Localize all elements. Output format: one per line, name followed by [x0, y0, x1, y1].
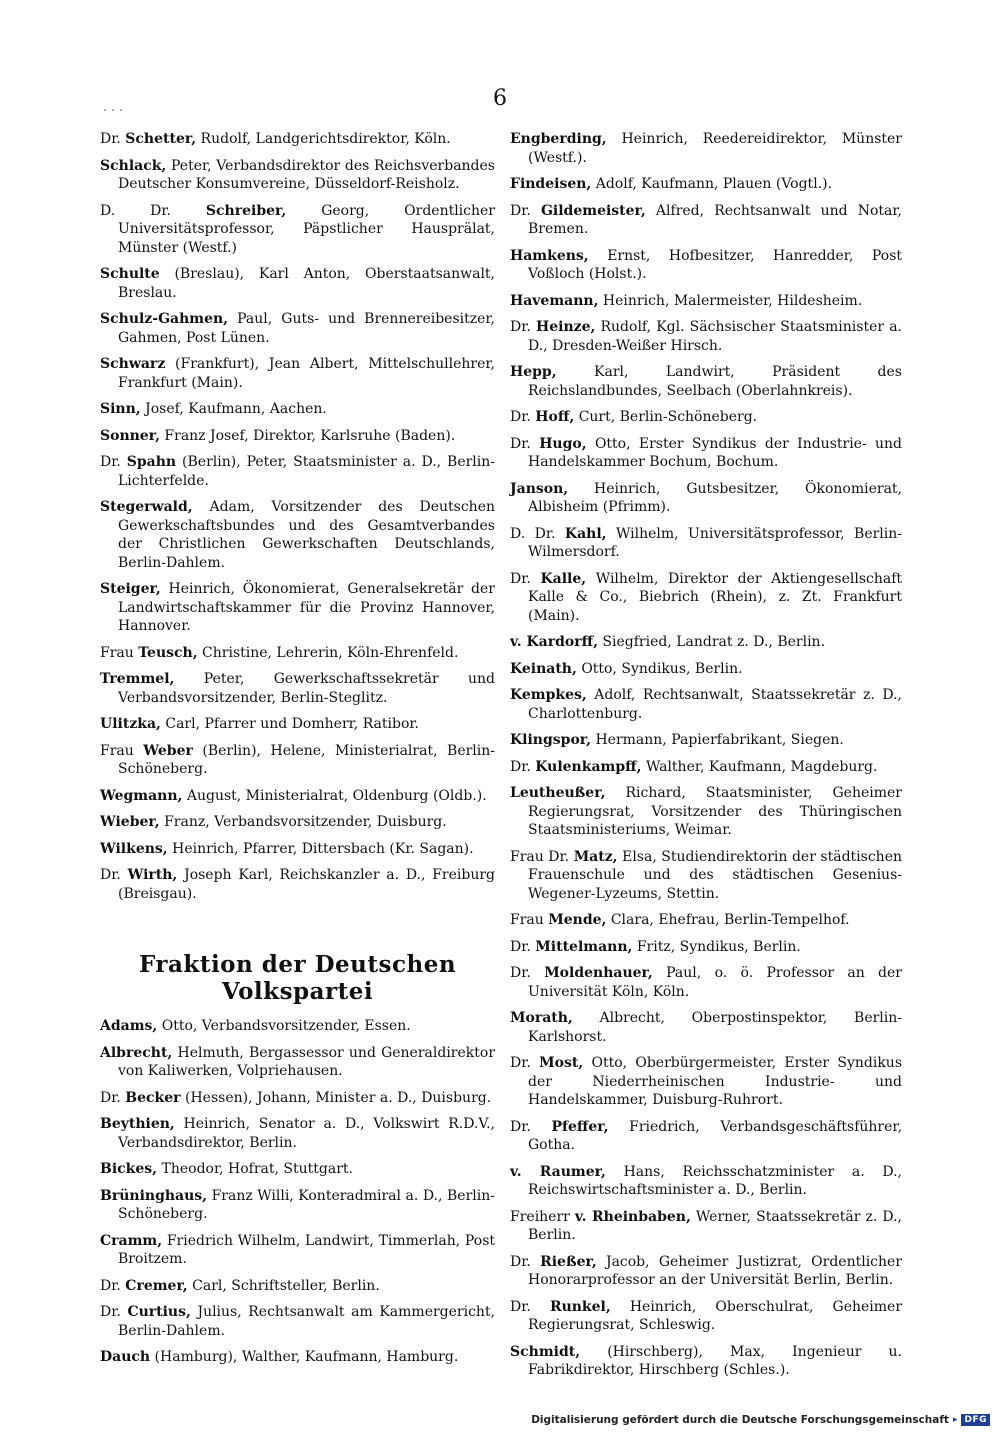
entry-details: Otto, Verbandsvorsitzender, Essen.	[161, 1018, 411, 1034]
entry-name: Kahl,	[564, 525, 607, 542]
entry-details: Georg, Ordentlicher Universitätsprofessor, Päpstlicher Hausprälat, Münster (Westf.)	[118, 202, 495, 256]
list-item	[510, 292, 902, 311]
entry-details: Peter, Gewerkschaftssekretär und Verbandsvorsitzender, Berlin-Steglitz.	[118, 671, 495, 706]
entry-details: August, Ministerialrat, Oldenburg (Oldb.).	[186, 787, 487, 804]
list-item	[100, 355, 495, 392]
entry-details: (Breslau), Karl Anton, Oberstaatsanwalt, Breslau.	[118, 266, 495, 301]
entry-name: Schulz-Gahmen,	[100, 311, 229, 327]
entry-details: Otto, Oberbürgermeister, Erster Syndikus der Niederrheinischen Industrie- und Handelskammer, Duisburg-Ruhrort.	[528, 1055, 902, 1108]
entry-name: Janson,	[510, 480, 569, 497]
entry-name: Mittelmann,	[535, 938, 633, 955]
entry-details: Paul, o. ö. Professor an der Universität Köln, Köln.	[528, 965, 902, 1000]
entry-name: Cremer,	[125, 1277, 188, 1294]
entry-prefix: Dr.	[510, 965, 531, 981]
entry-details: (Frankfurt), Jean Albert, Mittelschullehrer, Frankfurt (Main).	[118, 356, 495, 391]
list-item	[100, 498, 495, 572]
entry-name: Ulitzka,	[100, 716, 161, 732]
entry-details: Rudolf, Landgerichtsdirektor, Köln.	[200, 131, 451, 147]
list-item	[510, 318, 902, 355]
list-item	[100, 453, 495, 490]
list-item	[510, 938, 902, 957]
entry-details: Ernst, Hofbesitzer, Hanredder, Post Voßloch (Holst.).	[528, 247, 903, 282]
entry-prefix: Dr.	[510, 1055, 531, 1071]
list-item	[510, 570, 902, 626]
entry-prefix: Dr.	[510, 202, 531, 219]
entry-name: Wegmann,	[100, 787, 183, 804]
list-item	[100, 670, 495, 707]
list-item	[510, 363, 902, 400]
entry-name: Findeisen,	[510, 176, 592, 192]
entry-name: Bickes,	[100, 1161, 158, 1177]
entry-name: Spahn	[126, 454, 177, 470]
arrow-icon: ▸	[952, 1415, 958, 1425]
list-item	[510, 1343, 902, 1380]
list-item	[510, 408, 902, 427]
entry-details: Heinrich, Pfarrer, Dittersbach (Kr. Sagan).	[172, 840, 474, 857]
entry-details: (Hamburg), Walther, Kaufmann, Hamburg.	[154, 1349, 459, 1365]
entry-details: Theodor, Hofrat, Stuttgart.	[161, 1161, 353, 1177]
entry-details: Rudolf, Kgl. Sächsischer Staatsminister a. D., Dresden-Weißer Hirsch.	[528, 319, 902, 354]
entry-details: Hermann, Papierfabrikant, Siegen.	[595, 732, 844, 748]
entry-name: Wirth,	[127, 867, 178, 883]
entry-details: Otto, Erster Syndikus der Industrie- und Handelskammer Bochum, Bochum.	[528, 435, 903, 470]
entry-details: Werner, Staatssekretär z. D., Berlin.	[528, 1208, 902, 1243]
entry-details: Walther, Kaufmann, Magdeburg.	[645, 758, 878, 775]
entry-prefix: Dr.	[100, 454, 121, 470]
list-item	[100, 1277, 495, 1296]
list-item	[100, 265, 495, 302]
entry-prefix: Dr.	[510, 319, 531, 335]
entry-name: Wieber,	[100, 814, 160, 830]
entry-details: Fritz, Syndikus, Berlin.	[636, 938, 801, 955]
entry-prefix: Dr.	[100, 1089, 121, 1106]
list-item	[510, 247, 902, 284]
entry-name: Adams,	[100, 1018, 158, 1034]
entry-name: Klingspor,	[510, 732, 592, 748]
entry-prefix: Dr.	[100, 131, 121, 147]
entry-name: Sonner,	[100, 427, 160, 444]
entry-prefix: Frau	[100, 742, 134, 759]
entry-name: Schwarz	[100, 356, 166, 372]
entry-details: Julius, Rechtsanwalt am Kammergericht, Berlin-Dahlem.	[118, 1304, 496, 1339]
entry-details: Wilhelm, Direktor der Aktiengesellschaft Kalle & Co., Biebrich (Rhein), z. Zt. Frankfurt (Main).	[528, 570, 903, 624]
entry-details: Peter, Verbandsdirektor des Reichsverbandes Deutscher Konsumvereine, Düsseldorf-Reisholz.	[118, 157, 495, 192]
entry-name: Havemann,	[510, 292, 599, 309]
entry-prefix: Frau Dr.	[510, 848, 570, 865]
entry-name: Schulte	[100, 266, 160, 282]
entry-name: Tremmel,	[100, 671, 175, 687]
entry-details: Otto, Syndikus, Berlin.	[581, 660, 743, 677]
entry-name: Becker	[125, 1089, 181, 1106]
entry-name: Rießer,	[540, 1253, 597, 1270]
entry-details: Heinrich, Senator a. D., Volkswirt R.D.V., Verbandsdirektor, Berlin.	[118, 1116, 495, 1151]
list-item	[510, 911, 902, 930]
left-column	[100, 130, 495, 1375]
entry-prefix: Dr.	[510, 1253, 531, 1270]
entry-name: Pfeffer,	[551, 1118, 609, 1135]
list-item	[510, 686, 902, 723]
entry-details: Franz, Verbandsvorsitzender, Duisburg.	[164, 814, 447, 830]
entry-name: Moldenhauer,	[544, 965, 653, 981]
list-item	[100, 157, 495, 194]
list-item	[510, 731, 902, 750]
entry-details: Heinrich, Reedereidirektor, Münster (Westf.).	[528, 131, 902, 166]
entry-name: v. Raumer,	[510, 1163, 606, 1180]
entry-details: Paul, Guts- und Brennereibesitzer, Gahmen, Post Lünen.	[118, 311, 496, 346]
entry-details: Albrecht, Oberpostinspektor, Berlin-Karlshorst.	[528, 1010, 903, 1045]
section-heading: Fraktion der Deutschen Volkspartei	[138, 951, 457, 1005]
entry-prefix: Dr.	[100, 867, 121, 883]
entry-name: Schmidt,	[510, 1343, 581, 1360]
entry-details: Josef, Kaufmann, Aachen.	[145, 401, 327, 417]
right-entry-list	[510, 130, 902, 1380]
entry-name: Hugo,	[539, 435, 587, 452]
entry-details: Franz Josef, Direktor, Karlsruhe (Baden).	[164, 427, 456, 444]
entry-name: Hepp,	[510, 364, 557, 380]
list-item	[510, 480, 902, 517]
list-item	[100, 202, 495, 258]
list-item	[100, 427, 495, 446]
entry-name: Heinze,	[535, 319, 596, 335]
entry-details: Wilhelm, Universitätsprofessor, Berlin-Wilmersdorf.	[528, 525, 903, 560]
list-item	[510, 435, 902, 472]
list-item	[100, 715, 495, 734]
entry-details: Friedrich, Verbandsgeschäftsführer, Gotha.	[528, 1118, 903, 1153]
entry-name: Kalle,	[540, 570, 587, 587]
list-item	[100, 130, 495, 149]
entry-details: Joseph Karl, Reichskanzler a. D., Freiburg (Breisgau).	[118, 867, 496, 902]
entry-name: Gildemeister,	[540, 202, 646, 219]
entry-details: Richard, Staatsminister, Geheimer Regierungsrat, Vorsitzender des Thüringischen Staatsministeriums, Weimar.	[528, 785, 903, 838]
entry-prefix: D. Dr.	[510, 525, 556, 542]
list-item	[100, 644, 495, 663]
entry-details: Carl, Schriftsteller, Berlin.	[192, 1277, 380, 1294]
entry-name: Stegerwald,	[100, 499, 193, 515]
entry-name: Teusch,	[138, 644, 198, 661]
list-item	[510, 660, 902, 679]
list-item	[100, 1303, 495, 1340]
entry-details: Friedrich Wilhelm, Landwirt, Timmerlah, Post Broitzem.	[118, 1232, 496, 1267]
entry-details: Curt, Berlin-Schöneberg.	[578, 409, 758, 425]
list-item	[100, 580, 495, 636]
entry-details: Heinrich, Ökonomierat, Generalsekretär der Landwirtschaftskammer für die Provinz Hannover, Hannover.	[118, 581, 495, 634]
entry-name: Most,	[539, 1055, 584, 1071]
entry-name: Kulenkampff,	[535, 758, 642, 775]
list-item	[510, 633, 902, 652]
entry-details: Clara, Ehefrau, Berlin-Tempelhof.	[610, 912, 850, 928]
list-item	[100, 1232, 495, 1269]
entry-details: Heinrich, Malermeister, Hildesheim.	[602, 292, 863, 309]
list-item	[510, 1009, 902, 1046]
list-item	[100, 840, 495, 859]
entry-name: Brüninghaus,	[100, 1187, 208, 1204]
list-item	[510, 175, 902, 194]
list-item	[100, 1017, 495, 1036]
list-item	[510, 525, 902, 562]
dfg-logo: DFG	[961, 1414, 990, 1426]
entry-details: (Hirschberg), Max, Ingenieur u. Fabrikdirektor, Hirschberg (Schles.).	[528, 1343, 903, 1378]
list-item	[510, 1208, 902, 1245]
entry-details: Adolf, Kaufmann, Plauen (Vogtl.).	[595, 176, 833, 192]
entry-name: Runkel,	[549, 1298, 611, 1315]
entry-prefix: Dr.	[510, 1298, 531, 1315]
list-item	[100, 1115, 495, 1152]
entry-details: Helmuth, Bergassessor und Generaldirektor von Kaliwerken, Volpriehausen.	[118, 1044, 496, 1079]
entry-name: Morath,	[510, 1010, 573, 1026]
right-column	[510, 130, 902, 1388]
entry-prefix: Dr.	[510, 938, 531, 955]
entry-details: Heinrich, Gutsbesitzer, Ökonomierat, Albisheim (Pfrimm).	[528, 480, 902, 515]
entry-details: (Berlin), Helene, Ministerialrat, Berlin-Schöneberg.	[118, 742, 496, 777]
list-item	[510, 848, 902, 904]
entry-prefix: Dr.	[510, 758, 531, 775]
list-item	[100, 1160, 495, 1179]
list-item	[100, 310, 495, 347]
list-item	[510, 1118, 902, 1155]
entry-prefix: Dr.	[510, 435, 531, 452]
entry-prefix: Dr.	[510, 409, 531, 425]
list-item	[100, 1187, 495, 1224]
list-item	[510, 758, 902, 777]
entry-name: Leutheußer,	[510, 785, 606, 801]
entry-details: Jacob, Geheimer Justizrat, Ordentlicher Honorarprofessor an der Universität Berlin, Berlin.	[528, 1253, 903, 1288]
entry-name: Wilkens,	[100, 840, 168, 857]
entry-name: Weber	[143, 742, 193, 759]
entry-details: Siegfried, Landrat z. D., Berlin.	[602, 634, 826, 650]
list-item	[100, 1348, 495, 1367]
entry-name: Hoff,	[535, 409, 575, 425]
list-item	[510, 784, 902, 840]
entry-details: Adam, Vorsitzender des Deutschen Gewerkschaftsbundes und des Gesamtverbandes der Christlichen Gewerkschaften Deutschlands, Berlin-Dahlem.	[118, 499, 496, 571]
entry-name: Schreiber,	[205, 202, 287, 219]
list-item	[510, 1054, 902, 1110]
entry-details: Adolf, Rechtsanwalt, Staatssekretär z. D., Charlottenburg.	[528, 687, 902, 722]
entry-prefix: Dr.	[100, 1277, 121, 1294]
entry-details: Carl, Pfarrer und Domherr, Ratibor.	[165, 716, 419, 732]
list-item	[100, 813, 495, 832]
list-item	[510, 130, 902, 167]
list-item	[100, 1044, 495, 1081]
entry-details: Alfred, Rechtsanwalt und Notar, Bremen.	[528, 202, 902, 237]
entry-name: Albrecht,	[100, 1044, 173, 1061]
entry-name: Schlack,	[100, 157, 167, 174]
entry-prefix: Dr.	[510, 1118, 531, 1135]
list-item	[510, 1298, 902, 1335]
list-item	[100, 1089, 495, 1108]
entry-name: Beythien,	[100, 1116, 175, 1132]
list-item	[510, 202, 902, 239]
section-entry-list	[100, 1017, 495, 1367]
entry-prefix: Freiherr	[510, 1208, 570, 1225]
entry-prefix: Dr.	[100, 1304, 121, 1320]
entry-name: Hamkens,	[510, 247, 589, 264]
footer-text: Digitalisierung gefördert durch die Deutsche Forschungsgemeinschaft	[531, 1414, 949, 1426]
entry-name: v. Rheinbaben,	[574, 1208, 691, 1225]
page-number: 6	[493, 86, 507, 111]
entry-name: Engberding,	[510, 131, 607, 147]
entry-details: Heinrich, Oberschulrat, Geheimer Regierungsrat, Schleswig.	[528, 1298, 903, 1333]
entry-details: Karl, Landwirt, Präsident des Reichslandbundes, Seelbach (Oberlahnkreis).	[528, 364, 902, 399]
list-item	[510, 964, 902, 1001]
entry-name: Kempkes,	[510, 687, 587, 703]
entry-prefix: D. Dr.	[100, 202, 171, 219]
entry-name: v. Kardorff,	[510, 634, 598, 650]
entry-name: Sinn,	[100, 401, 141, 417]
entry-prefix: Dr.	[510, 570, 531, 587]
entry-prefix: Frau	[100, 644, 134, 661]
entry-details: Franz Willi, Konteradmiral a. D., Berlin-Schöneberg.	[118, 1187, 495, 1222]
list-item	[100, 787, 495, 806]
footer	[531, 1414, 990, 1426]
entry-name: Mende,	[548, 912, 607, 928]
entry-details: (Hessen), Johann, Minister a. D., Duisburg.	[185, 1089, 492, 1106]
left-entry-list	[100, 130, 495, 903]
entry-details: Christine, Lehrerin, Köln-Ehrenfeld.	[202, 644, 459, 661]
list-item	[510, 1253, 902, 1290]
list-item	[100, 742, 495, 779]
entry-name: Keinath,	[510, 660, 577, 677]
entry-prefix: Frau	[510, 912, 544, 928]
list-item	[100, 866, 495, 903]
entry-details: (Berlin), Peter, Staatsminister a. D., Berlin-Lichterfelde.	[118, 454, 496, 489]
entry-name: Cramm,	[100, 1232, 163, 1249]
list-item	[100, 400, 495, 419]
entry-details: Hans, Reichsschatzminister a. D., Reichswirtschaftsminister a. D., Berlin.	[528, 1163, 902, 1198]
entry-name: Steiger,	[100, 581, 161, 597]
entry-details: Elsa, Studiendirektorin der städtischen Frauenschule und des städtischen Gesenius-Wegener-Lyzeums, Stettin.	[528, 848, 903, 902]
entry-name: Curtius,	[127, 1304, 191, 1320]
entry-name: Matz,	[573, 848, 618, 865]
entry-name: Dauch	[100, 1349, 151, 1365]
entry-name: Schetter,	[125, 131, 197, 147]
list-item	[510, 1163, 902, 1200]
